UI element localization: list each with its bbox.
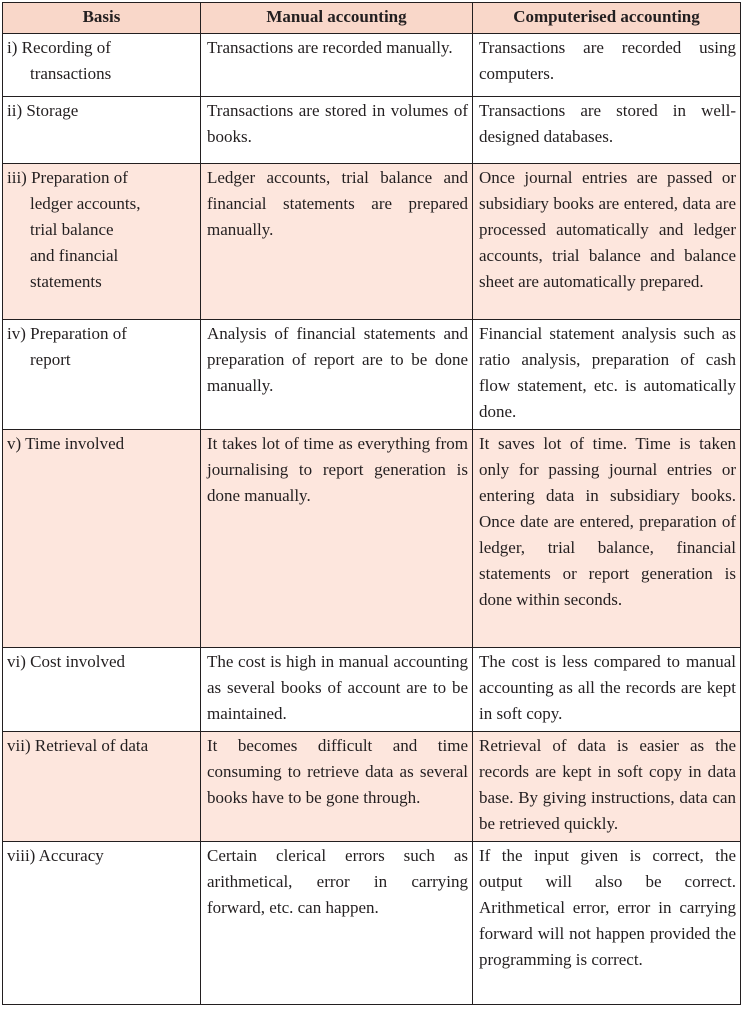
table-row	[3, 164, 741, 320]
computerised-cell: It saves lot of time. Time is taken only for passing journal entries or entering data in subsidiary books. Once date are entered, preparation of ledger, trial balance, financial statements or report generation is done within seconds.	[473, 430, 741, 648]
basis-line: i) Recording of	[7, 38, 111, 57]
manual-cell: The cost is high in manual accounting as several books of account are to be maintained.	[201, 648, 473, 732]
computerised-cell: The cost is less compared to manual accounting as all the records are kept in soft copy.	[473, 648, 741, 732]
manual-cell: Transactions are stored in volumes of books.	[201, 97, 473, 164]
basis-line: ledger accounts,	[30, 194, 141, 213]
basis-cell	[3, 430, 201, 648]
computerised-cell: Financial statement analysis such as ratio analysis, preparation of cash flow statement, etc. is automatically done.	[473, 320, 741, 430]
manual-cell: It takes lot of time as everything from journalising to report generation is done manually.	[201, 430, 473, 648]
manual-cell: Ledger accounts, trial balance and financial statements are prepared manually.	[201, 164, 473, 320]
table-row	[3, 842, 741, 1005]
basis-line: ii) Storage	[7, 101, 79, 120]
header-row	[3, 3, 741, 34]
basis-cell	[3, 34, 201, 97]
basis-cell	[3, 320, 201, 430]
basis-cell	[3, 648, 201, 732]
basis-line: viii) Accuracy	[7, 846, 104, 865]
basis-cell	[3, 842, 201, 1005]
table-row	[3, 34, 741, 97]
computerised-cell: Transactions are stored in well-designed databases.	[473, 97, 741, 164]
basis-line: report	[30, 350, 71, 369]
manual-cell: Transactions are recorded manually.	[201, 34, 473, 97]
basis-line: statements	[30, 272, 102, 291]
manual-cell: It becomes difficult and time consuming to retrieve data as several books have to be gone through.	[201, 732, 473, 842]
basis-line: trial balance	[30, 220, 114, 239]
basis-line: iii) Preparation of	[7, 168, 128, 187]
basis-line: v) Time involved	[7, 434, 125, 453]
table-row	[3, 97, 741, 164]
table-row	[3, 648, 741, 732]
basis-line: and financial	[30, 246, 119, 265]
manual-cell: Certain clerical errors such as arithmetical, error in carrying forward, etc. can happen.	[201, 842, 473, 1005]
computerised-cell: Transactions are recorded using computers.	[473, 34, 741, 97]
basis-cell	[3, 732, 201, 842]
manual-cell: Analysis of financial statements and preparation of report are to be done manually.	[201, 320, 473, 430]
computerised-cell: Once journal entries are passed or subsidiary books are entered, data are processed automatically and ledger accounts, trial balance and balance sheet are automatically prepared.	[473, 164, 741, 320]
basis-line: iv) Preparation of	[7, 324, 127, 343]
basis-line: vi) Cost involved	[7, 652, 126, 671]
computerised-cell: If the input given is correct, the output will also be correct. Arithmetical error, error in carrying forward will not happen provided the programming is correct.	[473, 842, 741, 1005]
basis-cell	[3, 97, 201, 164]
table-row	[3, 430, 741, 648]
basis-cell	[3, 164, 201, 320]
table-row	[3, 732, 741, 842]
basis-line: transactions	[30, 64, 112, 83]
header-computerised-accounting: Computerised accounting	[473, 3, 741, 34]
basis-line: vii) Retrieval of data	[7, 736, 149, 755]
comparison-table	[2, 2, 741, 1005]
header-basis: Basis	[3, 3, 201, 34]
header-manual-accounting: Manual accounting	[201, 3, 473, 34]
table-row	[3, 320, 741, 430]
computerised-cell: Retrieval of data is easier as the records are kept in soft copy in data base. By giving instructions, data can be retrieved quickly.	[473, 732, 741, 842]
